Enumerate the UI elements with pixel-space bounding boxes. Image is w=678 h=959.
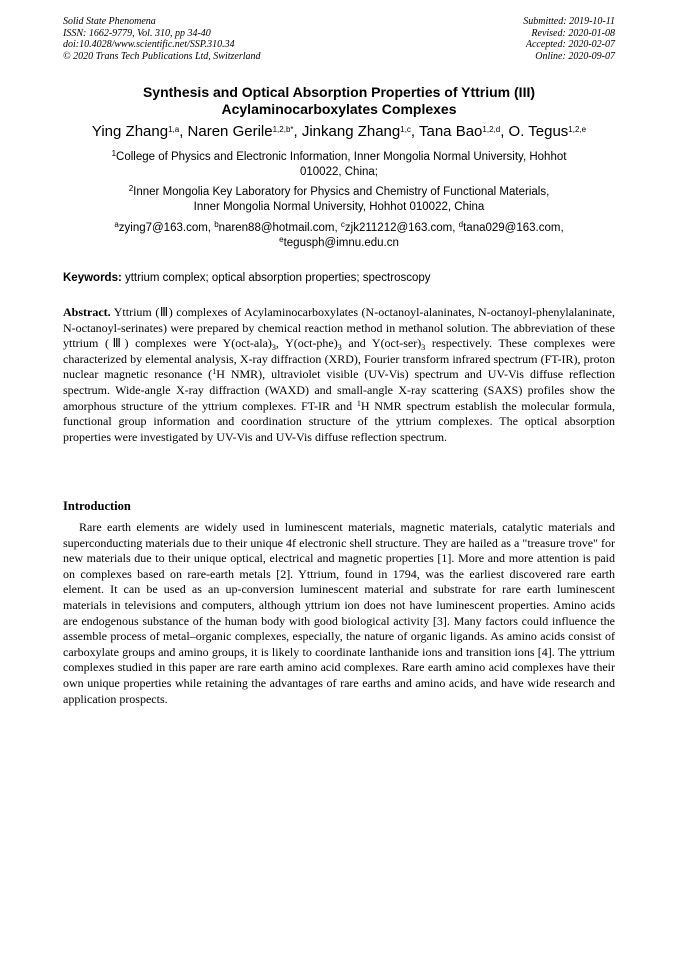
revised-date: Revised: 2020-01-08 — [531, 27, 615, 39]
affiliation-1: $^1$College of Physics and Electronic Information, Inner Mongolia Normal University, Hohhot 010022, China; — [111, 149, 567, 178]
email[interactable]: $^e$tegusph@imnu.edu.cn — [279, 234, 399, 249]
affiliation-2: $^2$Inner Mongolia Key Laboratory for Physics and Chemistry of Functional Materials, Inner Mongolia Normal University, Hohhot 010022, China — [128, 184, 550, 213]
paper-title — [63, 84, 615, 118]
online-date: Online: 2020-09-07 — [535, 50, 615, 62]
paper-title-line-2: Acylaminocarboxylates Complexes — [221, 101, 457, 117]
email[interactable]: $^c$zjk211212@163.com — [340, 220, 453, 234]
paper-title-line-1: Synthesis and Optical Absorption Properties of Yttrium (III) — [142, 84, 536, 100]
journal-info-header — [63, 16, 261, 62]
author: Naren Gerile$^{1,2,b*}$, — [187, 123, 302, 140]
abstract-label: Abstract. — [63, 305, 111, 319]
introduction-paragraph: Rare earth elements are widely used in luminescent materials, magnetic materials, catalytic materials and superconducting materials due to their unique 4f electronic shell structure. They are hailed as a "treasure trove" for new materials due to their unique optical, electrical and magnetic properties [1]. More and more attention is paid on complexes based on rare-earth metals [2]. Yttrium, found in 1794, was the earliest discovered rare earth element. It can be used as an up-conversion luminescent material and substrate for rare earth luminescent materials in televisions and computers, although yttrium ion does not have luminescent properties. Amino acids are endogenous substance of the human body with good biological activity [3]. Many factors could influence the assemble process of metal–organic complexes, especially, the nature of organic ligands. As amino acids consist of carboxylate groups and amino groups, it is likely to coordinate lanthanide ions and transition ions [4]. The yttrium complexes studied in this paper are rare earth amino acid complexes. Rare earth amino acid complexes have their own unique properties while retaining the advantages of rare earths and amino acids, and have wide research and application prospects. — [63, 520, 615, 706]
author: Jinkang Zhang$^{1,c}$, — [301, 123, 419, 140]
author: O. Tegus$^{1,2,e}$ — [508, 123, 587, 140]
author: Tana Bao$^{1,2,d}$, — [419, 123, 509, 140]
email[interactable]: $^b$naren88@hotmail.com — [214, 220, 335, 234]
email[interactable]: $^d$tana029@163.com — [458, 220, 561, 234]
journal-copyright: © 2020 Trans Tech Publications Ltd, Switzerland — [63, 50, 261, 62]
section-heading-introduction: Introduction — [63, 499, 131, 513]
abstract: Abstract. Yttrium (Ⅲ) complexes of Acylaminocarboxylates (N-octanoyl-alaninates, N-octanoyl-phenylalaninate, N-octanoyl-serinates) were prepared by chemical reaction method in methanol solution. The abbreviation of these yttrium (Ⅲ) complexes were $Y(oct-ala)_3$, $Y(oct-phe)_3$ and $Y(oct-ser)_3$ respectively. These complexes were characterized by elemental analysis, X-ray diffraction (XRD), Fourier transform infrared spectrum (FT-IR), proton nuclear magnetic resonance ($^1$H NMR), ultraviolet visible (UV-Vis) spectrum and UV-Vis diffuse reflection spectrum. Wide-angle X-ray diffraction (WAXD) and small-angle X-ray scattering (SAXS) profiles show the amorphous structure of the yttrium complexes. FT-IR and $^1$H NMR spectrum establish the molecular formula, functional group information and coordination structure of the yttrium complexes. The optical absorption properties were investigated by UV-Vis and UV-Vis diffuse reflection spectrum. — [63, 305, 616, 444]
dates-header — [523, 16, 615, 62]
author-list — [40, 123, 638, 141]
keywords-text: yttrium complex; optical absorption properties; spectroscopy — [121, 272, 431, 284]
author-emails: $^a$zying7@163.com, $^b$naren88@hotmail.com, $^c$zjk211212@163.com, $^d$tana029@163.com, $^e$tegusph@imnu.edu.cn — [114, 220, 564, 249]
author: Ying Zhang$^{1,a}$, — [91, 123, 188, 140]
accepted-date: Accepted: 2020-02-07 — [525, 39, 615, 50]
keywords-label: Keywords: — [63, 272, 122, 284]
journal-doi[interactable]: doi:10.4028/www.scientific.net/SSP.310.34 — [63, 39, 235, 50]
email[interactable]: $^a$zying7@163.com — [114, 220, 208, 234]
journal-name: Solid State Phenomena — [63, 16, 156, 27]
keywords — [63, 271, 615, 285]
journal-issn: ISSN: 1662-9779, Vol. 310, pp 34-40 — [63, 27, 211, 39]
submitted-date: Submitted: 2019-10-11 — [523, 16, 615, 27]
